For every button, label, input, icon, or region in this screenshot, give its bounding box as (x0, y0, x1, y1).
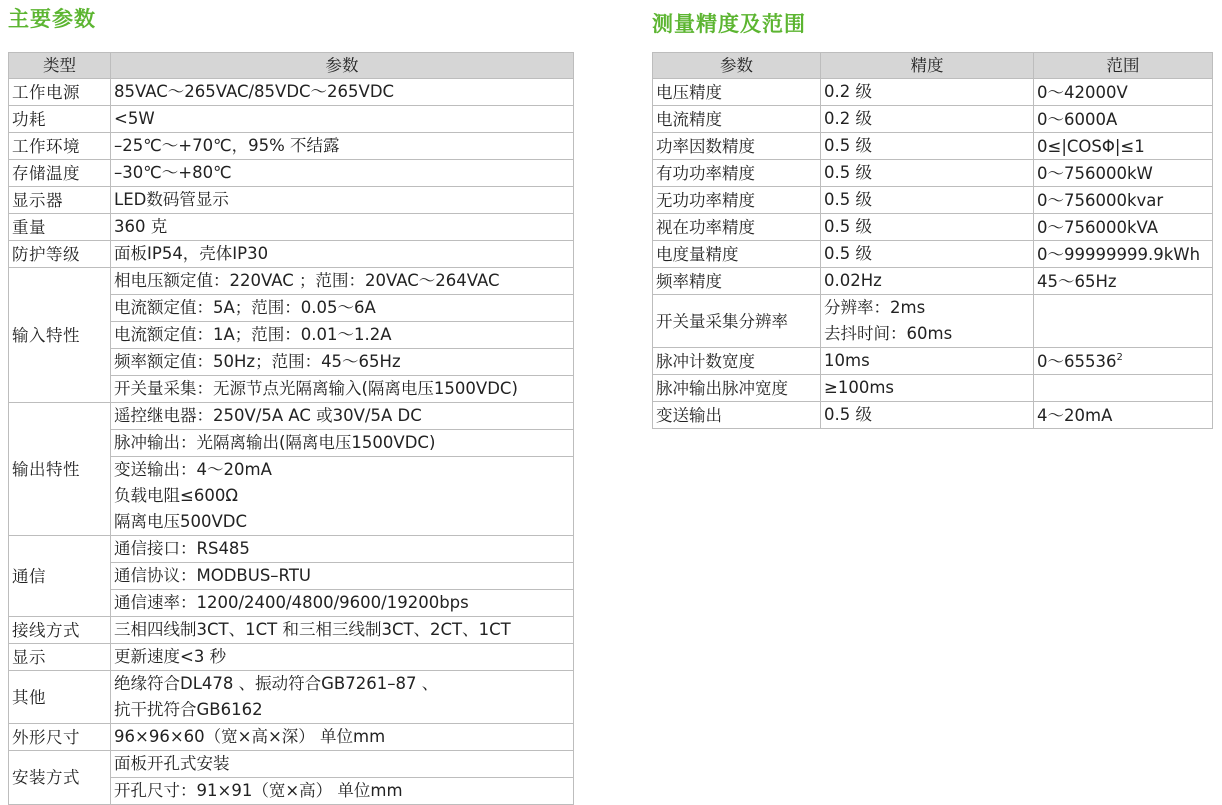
parameter-line: 面板开孔式安装 (114, 754, 230, 773)
parameter-line: 开孔尺寸：91×91（宽×高） 单位mm (111, 777, 573, 804)
column-header-range: 范围 (1034, 53, 1213, 79)
row-range-cell (1034, 375, 1213, 402)
row-parameter-cell (111, 160, 574, 187)
row-type-label: 输出特性 (9, 403, 111, 536)
table-row (653, 375, 1213, 402)
row-range-cell (1034, 295, 1213, 348)
table-row (653, 187, 1213, 214)
row-parameter-cell (111, 268, 574, 403)
row-range-cell (1034, 268, 1213, 295)
row-parameter-cell (111, 724, 574, 751)
table-row (9, 671, 574, 724)
row-type-label: 输入特性 (9, 268, 111, 403)
row-range-cell (1034, 133, 1213, 160)
column-header-parameter: 参数 (653, 53, 821, 79)
accuracy-line: 0.5 级 (824, 163, 872, 182)
range-value: 45～65Hz (1037, 271, 1117, 291)
row-range-cell (1034, 402, 1213, 429)
accuracy-line: 0.5 级 (824, 217, 872, 236)
parameter-line: 绝缘符合DL478 、振动符合GB7261–87 、 (114, 674, 439, 693)
row-type-label: 外形尺寸 (9, 724, 111, 751)
parameter-line: 360 克 (114, 217, 168, 236)
row-range-cell (1034, 348, 1213, 375)
accuracy-line: 0.2 级 (824, 82, 872, 101)
parameter-line: LED数码管显示 (114, 190, 229, 209)
parameter-line: 开关量采集：无源节点光隔离输入(隔离电压1500VDC) (111, 375, 573, 402)
parameter-line: 电流额定值：5A；范围：0.05～6A (111, 294, 573, 321)
table-header-row (9, 53, 574, 79)
row-range-cell (1034, 214, 1213, 241)
row-accuracy-cell (821, 187, 1034, 214)
table-row (9, 536, 574, 617)
row-parameter-name: 开关量采集分辨率 (653, 295, 821, 348)
range-value: 0～756000kVA (1037, 217, 1159, 237)
table-row (653, 268, 1213, 295)
row-parameter-cell (111, 79, 574, 106)
range-value: 0～756000kW (1037, 163, 1153, 183)
parameter-line: –30℃～+80℃ (114, 163, 232, 182)
row-parameter-name: 电度量精度 (653, 241, 821, 268)
row-parameter-name: 功率因数精度 (653, 133, 821, 160)
row-accuracy-cell (821, 241, 1034, 268)
accuracy-line: 0.2 级 (824, 109, 872, 128)
main-parameters-title: 主要参数 (8, 7, 96, 31)
range-value: 0≤|COSΦ|≤1 (1037, 136, 1145, 156)
parameter-line: 相电压额定值：220VAC ；范围：20VAC～264VAC (114, 271, 500, 290)
table-row (9, 241, 574, 268)
row-accuracy-cell (821, 375, 1034, 402)
row-type-label: 工作环境 (9, 133, 111, 160)
row-parameter-name: 电流精度 (653, 106, 821, 133)
table-row (9, 724, 574, 751)
row-accuracy-cell (821, 106, 1034, 133)
row-type-label: 重量 (9, 214, 111, 241)
parameter-line: 面板IP54，壳体IP30 (114, 244, 269, 263)
accuracy-line: 0.5 级 (824, 190, 872, 209)
accuracy-line: 10ms (824, 351, 870, 370)
accuracy-line: 0.5 级 (824, 136, 872, 155)
row-accuracy-cell (821, 402, 1034, 429)
accuracy-line: 去抖时间：60ms (824, 324, 953, 343)
range-superscript: 2 (1116, 351, 1123, 363)
row-parameter-cell (111, 106, 574, 133)
table-row (9, 79, 574, 106)
row-type-label: 安装方式 (9, 751, 111, 805)
row-parameter-cell (111, 751, 574, 805)
row-parameter-cell (111, 214, 574, 241)
table-row (9, 751, 574, 805)
row-parameter-cell (111, 241, 574, 268)
row-type-label: 工作电源 (9, 79, 111, 106)
row-accuracy-cell (821, 295, 1034, 348)
column-header-parameter: 参数 (111, 53, 574, 79)
column-header-accuracy: 精度 (821, 53, 1034, 79)
parameter-line: 变送输出：4～20mA (111, 456, 573, 483)
row-type-label: 存储温度 (9, 160, 111, 187)
range-value: 0～42000V (1037, 82, 1128, 102)
table-row (653, 241, 1213, 268)
parameter-line: 85VAC～265VAC/85VDC～265VDC (114, 82, 395, 101)
accuracy-range-table (652, 52, 1213, 429)
parameter-line: <5W (114, 109, 155, 128)
row-parameter-name: 脉冲输出脉冲宽度 (653, 375, 821, 402)
table-row (653, 79, 1213, 106)
table-row (653, 295, 1213, 348)
parameter-line: 三相四线制3CT、1CT 和三相三线制3CT、2CT、1CT (114, 620, 511, 639)
row-type-label: 显示 (9, 644, 111, 671)
accuracy-line: 0.5 级 (824, 244, 872, 263)
range-value: 0～99999999.9kWh (1037, 244, 1201, 264)
row-accuracy-cell (821, 160, 1034, 187)
row-accuracy-cell (821, 79, 1034, 106)
parameter-line: 电流额定值：1A；范围：0.01～1.2A (111, 321, 573, 348)
table-row (9, 617, 574, 644)
accuracy-line: 0.02Hz (824, 271, 882, 290)
row-accuracy-cell (821, 133, 1034, 160)
accuracy-range-title: 测量精度及范围 (652, 12, 806, 36)
table-row (653, 160, 1213, 187)
table-row (9, 160, 574, 187)
table-row (9, 644, 574, 671)
row-parameter-name: 无功功率精度 (653, 187, 821, 214)
table-row (9, 187, 574, 214)
row-accuracy-cell (821, 348, 1034, 375)
row-type-label: 防护等级 (9, 241, 111, 268)
parameter-line: 脉冲输出：光隔离输出(隔离电压1500VDC) (111, 429, 573, 456)
accuracy-line: 分辨率：2ms (824, 298, 926, 317)
parameter-line: 96×96×60（宽×高×深） 单位mm (114, 727, 386, 746)
row-range-cell (1034, 160, 1213, 187)
column-header-type: 类型 (9, 53, 111, 79)
parameter-line: 频率额定值：50Hz；范围：45～65Hz (111, 348, 573, 375)
row-range-cell (1034, 79, 1213, 106)
row-parameter-cell (111, 133, 574, 160)
parameter-line: 负载电阻≤600Ω (114, 486, 238, 505)
row-parameter-name: 频率精度 (653, 268, 821, 295)
row-parameter-cell (111, 536, 574, 617)
parameter-line: 更新速度<3 秒 (114, 647, 227, 666)
parameter-line: 隔离电压500VDC (114, 512, 248, 531)
parameter-line: 通信协议：MODBUS–RTU (111, 562, 573, 589)
table-row (9, 268, 574, 403)
row-accuracy-cell (821, 214, 1034, 241)
row-range-cell (1034, 241, 1213, 268)
range-value: 0～756000kvar (1037, 190, 1164, 210)
table-row (653, 106, 1213, 133)
table-header-row (653, 53, 1213, 79)
row-parameter-cell (111, 617, 574, 644)
table-row (9, 214, 574, 241)
row-range-cell (1034, 106, 1213, 133)
row-accuracy-cell (821, 268, 1034, 295)
row-parameter-name: 脉冲计数宽度 (653, 348, 821, 375)
parameter-line: 通信接口：RS485 (114, 539, 250, 558)
row-parameter-cell (111, 671, 574, 724)
table-row (9, 106, 574, 133)
accuracy-line: ≥100ms (824, 378, 894, 397)
row-parameter-cell (111, 187, 574, 214)
table-row (653, 133, 1213, 160)
row-type-label: 显示器 (9, 187, 111, 214)
row-parameter-cell (111, 403, 574, 536)
row-parameter-cell (111, 644, 574, 671)
row-type-label: 功耗 (9, 106, 111, 133)
range-value: 0～6000A (1037, 109, 1118, 129)
table-row (653, 348, 1213, 375)
row-type-label: 接线方式 (9, 617, 111, 644)
parameter-line: 通信速率：1200/2400/4800/9600/19200bps (111, 589, 573, 616)
main-parameters-table (8, 52, 574, 805)
table-row (9, 403, 574, 536)
accuracy-line: 0.5 级 (824, 405, 872, 424)
parameter-line: 抗干扰符合GB6162 (114, 700, 263, 719)
parameter-line: –25℃～+70℃，95% 不结露 (114, 136, 340, 155)
row-parameter-name: 变送输出 (653, 402, 821, 429)
row-type-label: 其他 (9, 671, 111, 724)
table-row (9, 133, 574, 160)
row-range-cell (1034, 187, 1213, 214)
row-parameter-name: 电压精度 (653, 79, 821, 106)
row-parameter-name: 有功功率精度 (653, 160, 821, 187)
range-value: 4～20mA (1037, 405, 1113, 425)
row-parameter-name: 视在功率精度 (653, 214, 821, 241)
range-value: 0～65536 (1037, 351, 1117, 371)
table-row (653, 402, 1213, 429)
parameter-line: 遥控继电器：250V/5A AC 或30V/5A DC (114, 406, 422, 425)
table-row (653, 214, 1213, 241)
row-type-label: 通信 (9, 536, 111, 617)
